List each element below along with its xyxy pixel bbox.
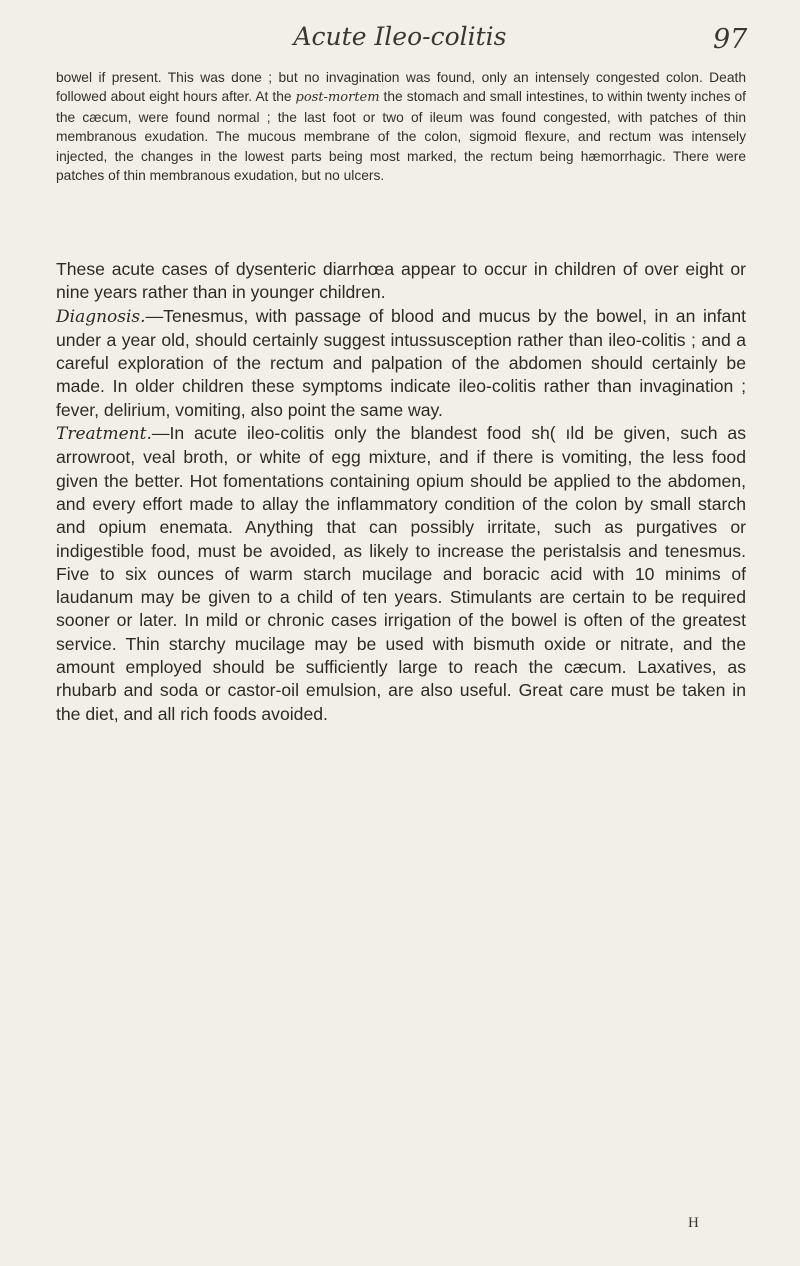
case-notes-text bbox=[56, 68, 746, 185]
diagnosis-heading: Diagnosis. bbox=[56, 306, 146, 327]
diagnosis-paragraph bbox=[56, 305, 746, 422]
case-notes-text-after: the stomach and small intestines, to within twenty inches of the cæcum, were found normal ; the last foot or two of ileum was found congested, with patches of thin membranous exudation. The mucous membrane of the colon, sigmoid flexure, and rectum was intensely injected, the changes in the lowest parts being most marked, the rectum being hæmorrhagic. There were patches of thin membranous exudation, but no ulcers. bbox=[56, 89, 746, 184]
main-text bbox=[56, 258, 746, 726]
treatment-text: —In acute ileo-colitis only the blandest food sh( ıld be given, such as arrowroot, veal broth, or white of egg mixture, and if there is vomiting, the less food given the better. Hot fomentations containing opium should be applied to the abdomen, and every effort made to allay the inflammatory condition of the colon by small starch and opium enemata. Anything that can possibly irritate, such as purgatives or indigestible food, must be avoided, as likely to increase the peristalsis and tenesmus. Five to six ounces of warm starch mucilage and boracic acid with 10 minims of laudanum may be given to a child of ten years. Stimulants are certain to be required sooner or later. In mild or chronic cases irrigation of the bowel is often of the greatest service. Thin starchy mucilage may be used with bismuth oxide or nitrate, and the amount employed should be sufficiently large to reach the cæcum. Laxatives, as rhubarb and soda or castor-oil emulsion, are also useful. Great care must be taken in the diet, and all rich foods avoided. bbox=[56, 423, 746, 724]
post-mortem-term: post-mortem bbox=[295, 90, 380, 106]
treatment-paragraph bbox=[56, 422, 746, 726]
running-title: Acute Ileo-colitis bbox=[293, 22, 507, 51]
case-notes-paragraph bbox=[56, 68, 746, 185]
intro-paragraph: These acute cases of dysenteric diarrhœa appear to occur in children of over eight or nine years rather than in younger children. bbox=[56, 259, 746, 303]
diagnosis-text: —Tenesmus, with passage of blood and mucus by the bowel, in an infant under a year old, should certainly suggest intussusception rather than ileo-colitis ; and a careful exploration of the rectum and palpation of the abdomen should certainly be made. In older children these symptoms indicate ileo-colitis rather than invagination ; fever, delirium, vomiting, also point the same way. bbox=[56, 305, 746, 420]
case-notes-text-before: bowel if present. This was done ; but no invagination was found, only an intensely congested colon. Death followed about eight hours after. At the bbox=[56, 70, 746, 105]
page-number: 97 bbox=[713, 24, 748, 55]
treatment-heading: Treatment. bbox=[56, 424, 152, 445]
signature-mark: H bbox=[688, 1215, 699, 1231]
